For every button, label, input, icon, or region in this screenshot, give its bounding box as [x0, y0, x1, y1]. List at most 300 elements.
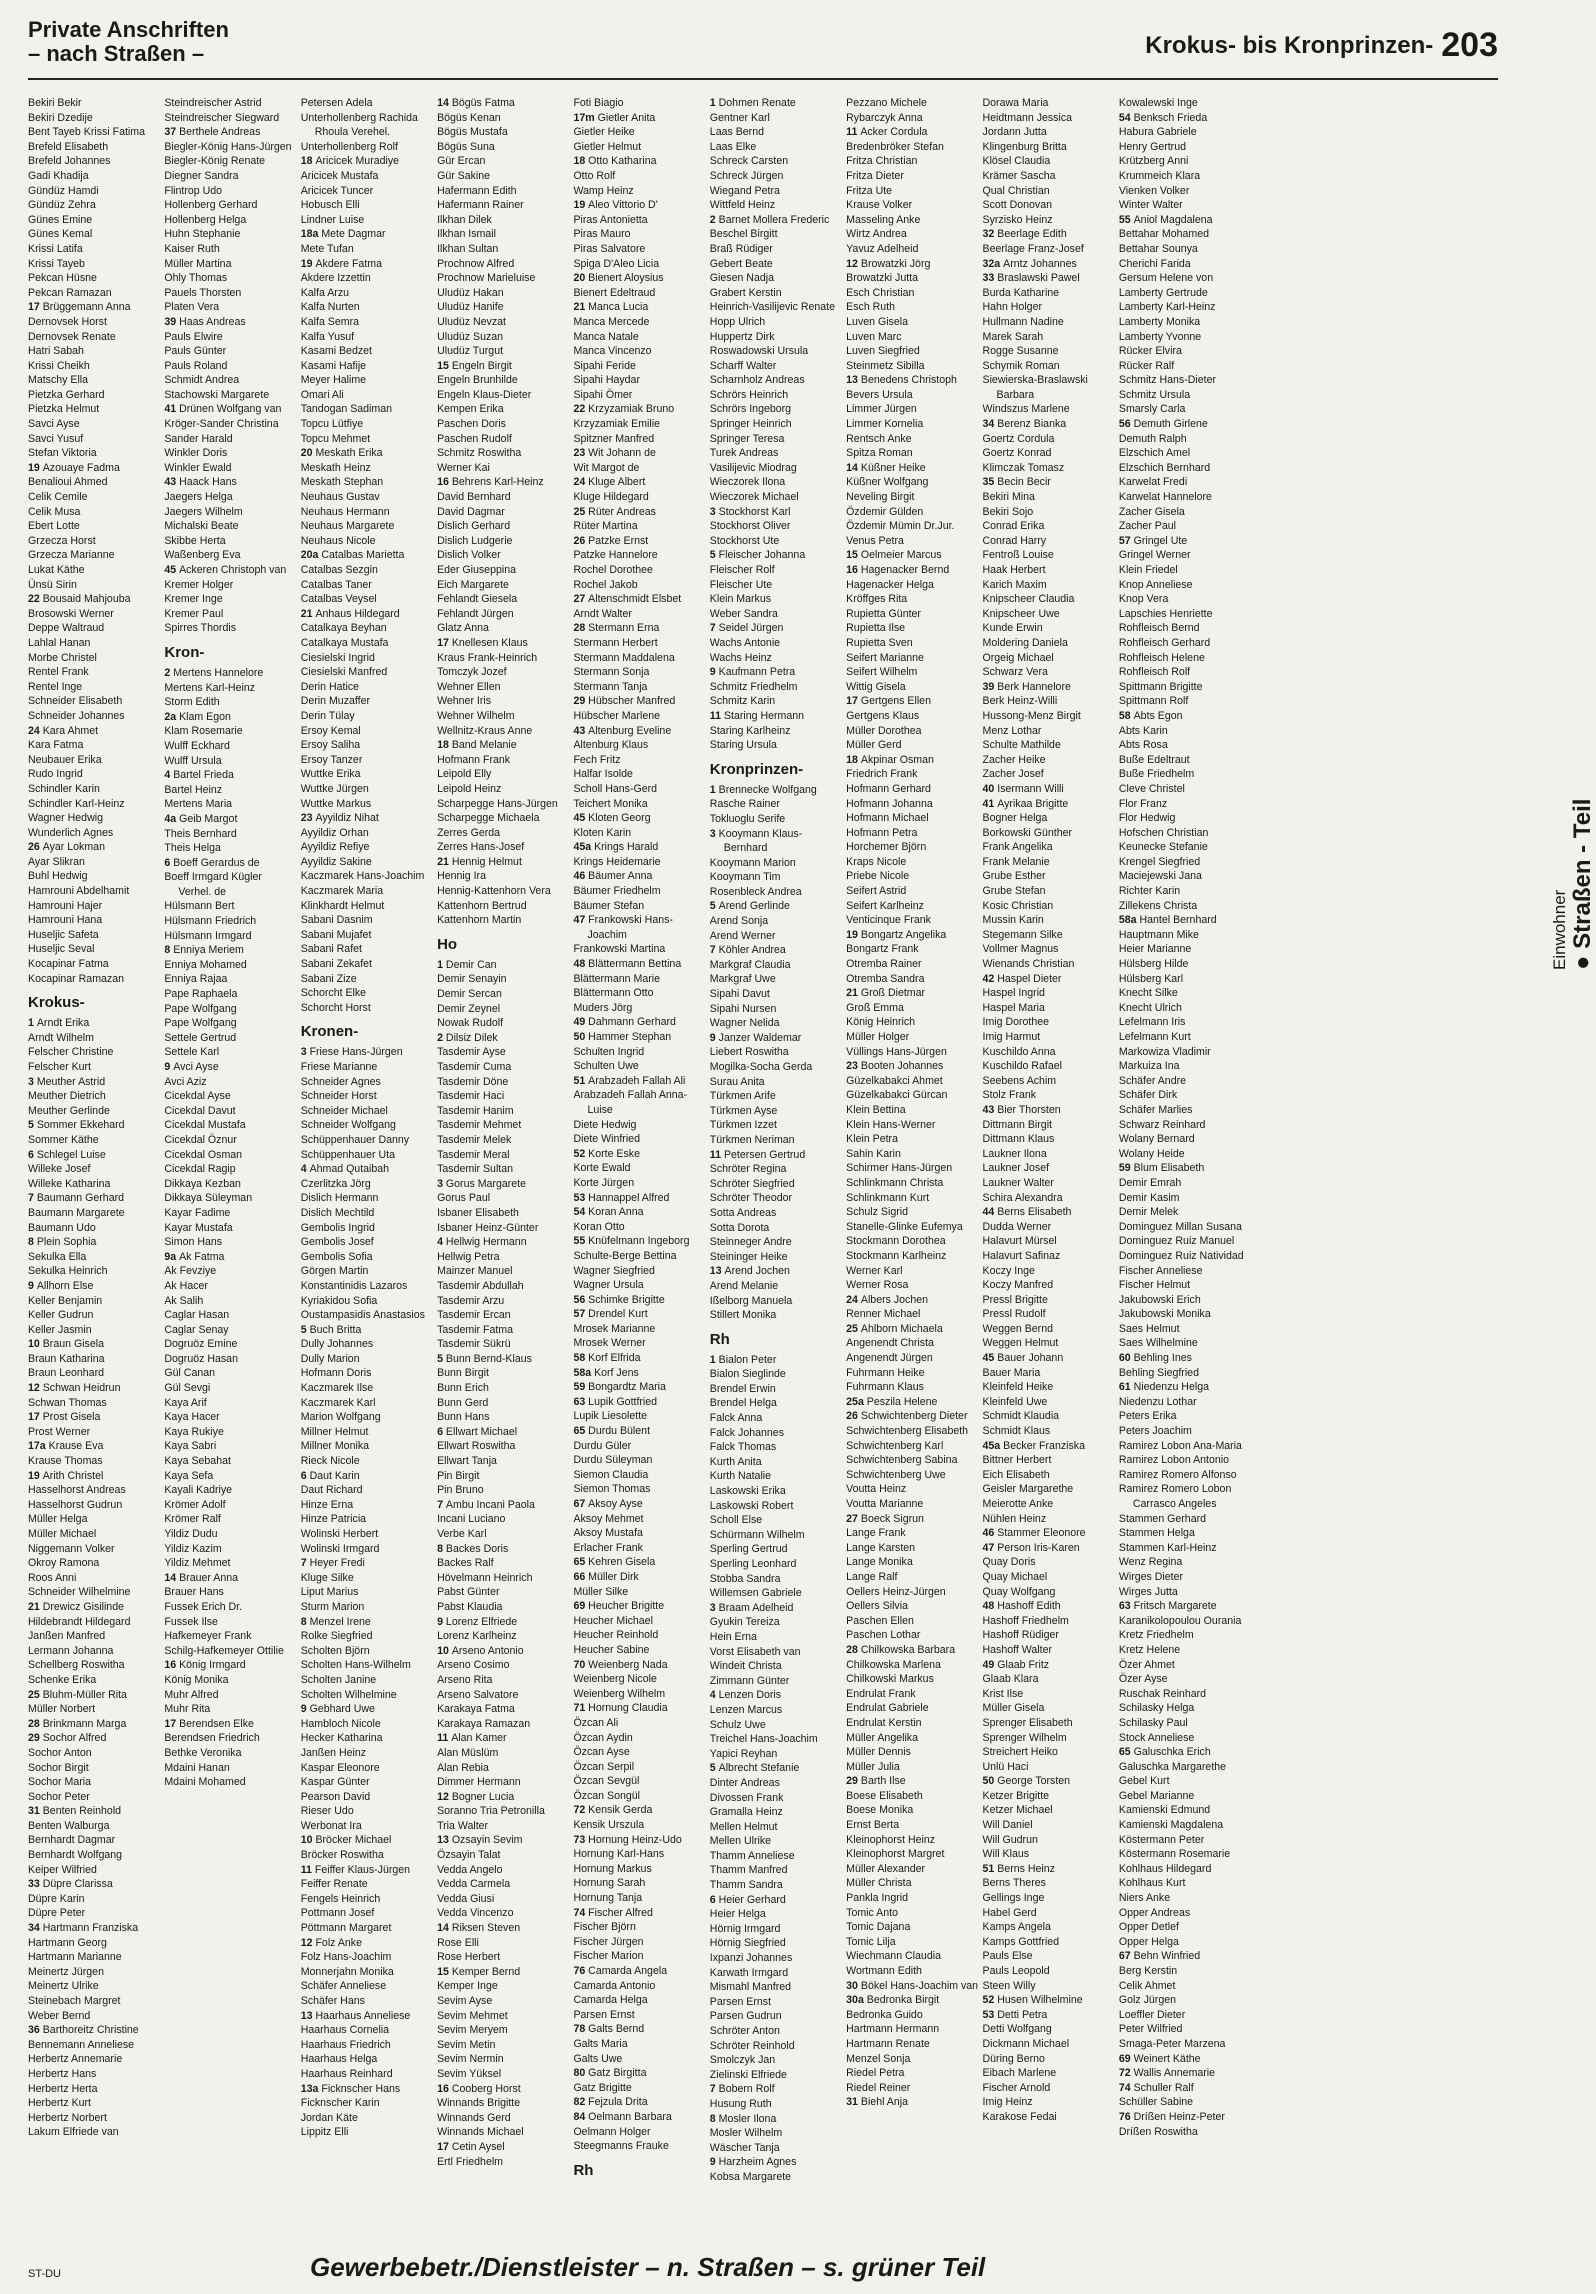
resident-entry: Enniya Rajaa — [164, 973, 228, 986]
resident-entry: Monnerjahn Monika — [300, 1965, 394, 1978]
resident-name: Azouaye Fadma — [42, 461, 120, 474]
resident-name: Rüter Andreas — [588, 505, 656, 518]
street-heading: Krokus- — [28, 994, 85, 1012]
resident-entry: Felscher Kurt — [28, 1061, 91, 1073]
resident-entry: Venticinque Frank — [846, 914, 931, 927]
resident-entry: Rose Elli — [437, 1936, 479, 1949]
house-number: 12 — [300, 1936, 316, 1949]
resident-entry: Tomic Dajana — [846, 1921, 911, 1934]
resident-name: Sochor Alfred — [42, 1732, 107, 1745]
resident-entry: Browatzki Jutta — [846, 272, 918, 285]
resident-entry: Steindreischer Astrid — [164, 97, 262, 109]
resident-name: Bunn Bernd-Klaus — [445, 1352, 532, 1365]
resident-entry: Koczy Inge — [982, 1264, 1035, 1277]
resident-entry: Borkowski Günther — [982, 826, 1073, 839]
resident-entry: Keller Gudrun — [28, 1309, 94, 1322]
house-number: 18 — [300, 155, 316, 168]
house-number: 11 — [709, 709, 724, 722]
resident-entry: Kleinfeld Heike — [982, 1381, 1054, 1394]
resident-name: König Irmgard — [179, 1659, 246, 1672]
resident-entry: Türkmen Izzet — [709, 1119, 777, 1132]
resident-entry: Prochnow Marieluise — [437, 272, 536, 285]
resident-entry: Verbe Karl — [437, 1528, 487, 1540]
resident-entry: Cicekdal Osman — [164, 1148, 243, 1161]
resident-entry — [437, 1235, 569, 1250]
resident-entry: Kaya Sebahat — [164, 1455, 231, 1468]
resident-entry: Enniya Mohamed — [164, 958, 247, 971]
resident-entry: Özer Ayse — [1118, 1673, 1168, 1686]
resident-entry: Falck Anna — [709, 1412, 763, 1425]
house-number: 31 — [846, 2096, 861, 2109]
resident-entry: Sochor Birgit — [28, 1761, 89, 1774]
resident-name: Benten Reinhold — [42, 1805, 122, 1818]
resident-entry: Flintrop Udo — [164, 184, 223, 197]
resident-entry: Goertz Konrad — [982, 447, 1052, 460]
resident-entry: Meinertz Ulrike — [28, 1980, 99, 1993]
resident-entry: Alan Müslüm — [437, 1746, 499, 1759]
resident-name: Hübscher Manfred — [588, 695, 676, 708]
house-number: 12 — [28, 1382, 43, 1395]
resident-entry: Bekiri Dzedije — [28, 111, 93, 124]
resident-entry — [710, 783, 842, 798]
resident-entry: Knipscheer Uwe — [982, 607, 1060, 620]
resident-name: Buch Britta — [309, 1323, 362, 1336]
resident-name: Arntz Johannes — [1003, 257, 1077, 270]
resident-entry — [983, 782, 1115, 797]
resident-entry: Wit Margot de — [573, 461, 640, 474]
resident-entry — [164, 1060, 296, 1075]
resident-entry: Zacher Josef — [982, 768, 1044, 781]
resident-entry: Uludüz Nevzat — [437, 315, 506, 328]
resident-entry — [437, 636, 569, 651]
resident-entry: Hellwig Petra — [437, 1250, 500, 1263]
resident-entry: Hofschen Christian — [1118, 826, 1209, 839]
resident-entry: Haak Herbert — [982, 564, 1046, 576]
resident-name: Hagenacker Bernd — [860, 564, 950, 576]
resident-entry: Luven Gisela — [846, 315, 908, 328]
resident-entry: Folz Hans-Joachim — [300, 1951, 392, 1964]
resident-entry: Klein Hans-Werner — [846, 1118, 936, 1131]
resident-entry: Hülsmann Irmgard — [164, 929, 252, 942]
resident-name: Schlegel Luise — [36, 1148, 106, 1161]
resident-name: Berns Elisabeth — [997, 1206, 1072, 1219]
resident-entry: Opper Helga — [1118, 1935, 1179, 1948]
resident-name: Frankowski Hans- — [588, 914, 673, 927]
resident-entry: Friese Marianne — [300, 1061, 378, 1073]
resident-name: Arseno Antonio — [451, 1644, 524, 1657]
resident-entry: Laukner Josef — [982, 1162, 1050, 1175]
resident-name: Altenburg Eveline — [588, 724, 672, 737]
resident-entry: Klein Bettina — [846, 1103, 906, 1116]
resident-entry: Bennemann Anneliese — [28, 2038, 135, 2051]
resident-entry: Köstermann Peter — [1118, 1833, 1205, 1846]
resident-entry — [1119, 1745, 1251, 1760]
resident-entry: Uludüz Turgut — [437, 345, 504, 358]
resident-entry: Haspel Maria — [982, 1001, 1045, 1014]
resident-entry — [437, 1790, 569, 1805]
resident-entry: Fehlandt Jürgen — [437, 607, 514, 620]
resident-entry — [710, 1688, 842, 1703]
resident-name: Gatz Birgitta — [588, 2067, 647, 2080]
resident-entry — [846, 548, 978, 563]
resident-entry: Hornung Sarah — [573, 1877, 646, 1890]
resident-entry: Biegler-König Hans-Jürgen — [164, 140, 292, 153]
resident-entry: Ellwart Tanja — [437, 1455, 497, 1468]
resident-entry: Wolinski Herbert — [300, 1528, 379, 1540]
house-number: 24 — [846, 1293, 861, 1306]
resident-entry: Niggemann Volker — [28, 1542, 115, 1555]
resident-entry: Thamm Anneliese — [709, 1849, 795, 1862]
resident-entry — [437, 1731, 569, 1746]
house-number: 39 — [164, 315, 180, 328]
resident-entry: Blättermann Marie — [573, 972, 660, 985]
resident-entry: Brendel Helga — [709, 1397, 777, 1410]
resident-entry — [301, 154, 433, 169]
resident-name: Behn Winfried — [1133, 1950, 1201, 1963]
resident-entry: Schlinkmann Kurt — [846, 1191, 930, 1204]
resident-entry: Keunecke Stefanie — [1118, 841, 1208, 854]
resident-entry — [437, 359, 569, 374]
resident-name: Akdere Fatma — [315, 257, 382, 270]
resident-name: Bongardtz Maria — [588, 1381, 666, 1394]
house-number: 33 — [982, 272, 998, 285]
resident-name: Schuller Ralf — [1133, 2081, 1194, 2094]
resident-entry: Tasdemir Haci — [437, 1090, 505, 1103]
resident-name: Kooymann Klaus- — [718, 827, 803, 840]
resident-entry — [164, 666, 296, 681]
resident-name: Band Melanie — [451, 739, 517, 752]
resident-entry: Schorcht Elke — [300, 987, 367, 1000]
resident-entry: Paschen Doris — [437, 418, 506, 431]
resident-entry: Lange Ralf — [846, 1570, 898, 1583]
resident-entry: Platen Vera — [164, 301, 220, 314]
resident-entry: Karakose Fedai — [982, 2110, 1057, 2123]
house-number: 29 — [846, 1775, 861, 1788]
resident-name: Haack Hans — [179, 476, 237, 489]
resident-entry — [573, 2066, 705, 2081]
resident-entry: Theis Helga — [164, 842, 221, 855]
resident-name: George Torsten — [997, 1775, 1071, 1788]
house-number: 58a — [1118, 914, 1140, 927]
house-number: 17 — [28, 1411, 43, 1424]
resident-entry: Arseno Cosimo — [437, 1659, 510, 1672]
resident-name: Otto Katharina — [588, 155, 657, 168]
resident-entry — [573, 1380, 705, 1395]
resident-entry: Kretz Friedhelm — [1118, 1629, 1194, 1642]
resident-entry — [437, 855, 569, 870]
resident-entry: Fischer Marion — [573, 1950, 644, 1963]
resident-entry: Peter Wilfried — [1118, 2023, 1183, 2036]
resident-entry: Detti Wolfgang — [982, 2023, 1052, 2036]
resident-entry: Keller Jasmin — [28, 1323, 92, 1336]
resident-entry: Imig Heinz — [982, 2096, 1033, 2109]
resident-entry: Camarda Antonio — [573, 1979, 656, 1992]
house-number: 56 — [1118, 418, 1134, 431]
house-number: 42 — [982, 972, 998, 985]
resident-entry: Vienken Volker — [1118, 184, 1190, 197]
resident-entry: Savci Yusuf — [28, 432, 84, 445]
house-number: 46 — [982, 1527, 998, 1540]
resident-entry: Kattenhorn Bertrud — [437, 899, 527, 912]
resident-entry — [28, 1600, 160, 1615]
resident-entry: Felscher Christine — [28, 1046, 114, 1059]
resident-entry — [710, 1353, 842, 1368]
resident-entry: Isbaner Elisabeth — [437, 1206, 519, 1219]
resident-entry: Pöttmann Margaret — [300, 1922, 392, 1935]
resident-entry — [437, 475, 569, 490]
resident-entry: Engeln Klaus-Dieter — [437, 388, 532, 401]
resident-entry — [710, 827, 842, 842]
resident-entry: Ilkhan Dilek — [437, 213, 492, 226]
resident-entry: Jordan Käte — [300, 2111, 358, 2124]
resident-entry: Schulten Uwe — [573, 1060, 639, 1073]
resident-entry: Pietzka Gerhard — [28, 388, 105, 401]
resident-entry: Rohfleisch Rolf — [1118, 666, 1191, 679]
resident-entry: Müller Angelika — [846, 1731, 918, 1744]
resident-entry: Kooymann Tim — [709, 871, 781, 884]
resident-entry: Kraps Nicole — [846, 855, 907, 868]
resident-entry: Staring Karlheinz — [709, 724, 791, 737]
resident-entry: Quay Michael — [982, 1570, 1048, 1583]
resident-entry: Voutta Marianne — [846, 1498, 924, 1510]
resident-name: Hashoff Edith — [997, 1600, 1061, 1613]
resident-entry: Knipscheer Claudia — [982, 593, 1075, 606]
resident-entry: Laskowski Robert — [709, 1499, 794, 1512]
resident-name: Stermann Erna — [588, 622, 660, 635]
house-number: 28 — [28, 1717, 43, 1730]
resident-entry — [846, 563, 978, 578]
resident-entry: Sevim Yüksel — [437, 2067, 502, 2080]
resident-entry — [301, 227, 433, 242]
resident-name: Krzyzamiak Bruno — [588, 403, 675, 416]
resident-entry: Turek Andreas — [709, 447, 779, 460]
resident-entry: Kasami Hafije — [300, 359, 367, 372]
resident-entry: Türkmen Ayse — [709, 1104, 778, 1117]
resident-entry: Sabani Zize — [300, 972, 357, 985]
resident-entry: Stockmann Dorothea — [846, 1235, 946, 1248]
house-number: 19 — [300, 257, 316, 270]
house-number: 5 — [300, 1323, 310, 1336]
resident-entry — [1119, 913, 1251, 928]
resident-entry: Seebens Achim — [982, 1074, 1057, 1087]
resident-entry: Elzschich Bernhard — [1118, 461, 1211, 474]
resident-entry: Esch Ruth — [846, 301, 896, 314]
resident-entry: Ilkhan Sultan — [437, 242, 499, 255]
resident-name: Arend Jochen — [724, 1265, 790, 1278]
resident-entry: Rosenbleck Andrea — [709, 885, 802, 898]
resident-entry — [983, 1205, 1115, 1220]
side-tab-big: ● Straßen - Teil — [1569, 798, 1596, 970]
resident-entry: Düpre Karin — [28, 1892, 85, 1905]
resident-entry: Laas Elke — [709, 140, 757, 153]
resident-entry: Türkmen Neriman — [709, 1133, 795, 1146]
resident-entry: Özcan Serpil — [573, 1760, 635, 1773]
resident-name: Blum Elisabeth — [1133, 1162, 1205, 1175]
resident-entry: Rupietta Sven — [846, 636, 913, 649]
resident-entry — [573, 2095, 705, 2110]
side-tab-small: Einwohner — [1550, 889, 1569, 970]
house-number: 14 — [437, 1922, 452, 1935]
resident-entry: Soranno Tria Petronilla — [437, 1805, 545, 1818]
resident-name: Aleo Vittorio D' — [588, 199, 658, 212]
resident-entry: Demir Kasim — [1118, 1191, 1180, 1204]
resident-entry: Aksoy Mustafa — [573, 1527, 643, 1540]
resident-entry: Knop Anneliese — [1118, 578, 1193, 591]
resident-entry: Parsen Gudrun — [709, 2010, 782, 2023]
resident-entry: Endrulat Frank — [846, 1687, 916, 1700]
resident-entry: Loeffler Dieter — [1118, 2008, 1186, 2021]
resident-name: Lenzen Doris — [718, 1689, 782, 1702]
house-number: 65 — [573, 1556, 589, 1569]
house-number: 18 — [437, 739, 452, 752]
resident-entry — [573, 1964, 705, 1979]
resident-name: Prost Gisela — [42, 1411, 101, 1424]
resident-entry: Zillekens Christa — [1118, 899, 1198, 912]
resident-entry: Schüppenhauer Uta — [300, 1148, 395, 1161]
resident-entry: Rohfleisch Gerhard — [1118, 636, 1211, 649]
house-number: 47 — [982, 1541, 998, 1554]
resident-entry: Hövelmann Heinrich — [437, 1571, 533, 1584]
resident-entry: Pabst Klaudia — [437, 1600, 503, 1613]
resident-name: Groß Dietmar — [860, 987, 926, 1000]
resident-name: Heucher Brigitte — [588, 1600, 665, 1613]
resident-entry: Sotta Andreas — [709, 1206, 777, 1219]
resident-entry: Güzelkabakci Ahmet — [846, 1074, 943, 1087]
resident-name: Bartel Frieda — [173, 769, 234, 782]
resident-entry: Dickmann Michael — [982, 2037, 1070, 2050]
house-number: 23 — [573, 447, 589, 460]
resident-entry: Gellings Inge — [982, 1892, 1045, 1905]
resident-entry: Lapschies Henriette — [1118, 607, 1213, 620]
resident-entry: Meskath Stephan — [300, 476, 384, 489]
resident-entry: Parsen Ernst — [709, 1995, 772, 2008]
resident-entry: Sekulka Ella — [28, 1250, 87, 1263]
resident-entry: Surau Anita — [709, 1075, 765, 1088]
resident-entry — [301, 607, 433, 622]
side-tab-text — [1550, 799, 1596, 970]
resident-entry — [437, 738, 569, 753]
resident-entry: Gül Sevgi — [164, 1382, 211, 1395]
resident-name: Bousaid Mahjouba — [42, 593, 131, 606]
resident-entry — [164, 710, 296, 725]
resident-name: Müller Dirk — [588, 1570, 639, 1583]
resident-name: Meuther Astrid — [36, 1075, 106, 1088]
resident-entry: Arndt Wilhelm — [28, 1031, 94, 1044]
resident-entry: Fehlandt Giesela — [437, 593, 518, 606]
house-number: 56 — [573, 1293, 589, 1306]
house-number: 30a — [846, 1994, 867, 2007]
resident-entry — [846, 753, 978, 768]
resident-entry: Arseno Salvatore — [437, 1688, 519, 1701]
resident-entry: Laukner Walter — [982, 1176, 1054, 1189]
house-number: 1 — [709, 97, 719, 109]
resident-entry: Kluge Silke — [300, 1571, 354, 1584]
resident-entry: Keller Benjamin — [28, 1294, 103, 1307]
house-number: 13a — [300, 2082, 322, 2095]
resident-entry: Mellen Ulrike — [709, 1835, 772, 1848]
resident-entry: Schneider Agnes — [300, 1075, 381, 1088]
resident-entry: Kalfa Yusuf — [300, 330, 355, 343]
resident-name: Petersen Gertrud — [723, 1148, 806, 1161]
resident-entry: Karanikolopoulou Ourania — [1118, 1614, 1242, 1627]
directory-column — [983, 96, 1119, 2241]
resident-entry: Catalbas Sezgin — [300, 564, 378, 576]
resident-entry: Kluge Hildegard — [573, 491, 649, 504]
resident-entry: Pekcan Ramazan — [28, 286, 112, 299]
resident-entry: Hornung Karl-Hans — [573, 1848, 665, 1861]
resident-name: Oelmann Barbara — [588, 2110, 672, 2123]
resident-entry: Angenendt Christa — [846, 1337, 934, 1350]
resident-entry: Ayyildiz Sakine — [300, 855, 372, 868]
resident-entry: Flor Hedwig — [1118, 812, 1176, 825]
resident-entry: Horchemer Björn — [846, 841, 927, 854]
resident-name: Folz Anke — [315, 1936, 362, 1949]
house-number: 65 — [1118, 1746, 1134, 1759]
house-number: 17m — [573, 111, 598, 124]
resident-entry: Feiffer Renate — [300, 1878, 368, 1891]
resident-entry: Kobsa Margarete — [709, 2170, 792, 2183]
resident-entry: Kröffges Rita — [846, 593, 908, 606]
house-number: 71 — [573, 1702, 589, 1715]
house-number: 5 — [709, 1762, 719, 1775]
resident-entry: Dogruöz Emine — [164, 1338, 238, 1351]
resident-entry: Durdu Süleyman — [573, 1454, 653, 1467]
resident-entry: Krömer Ralf — [164, 1513, 221, 1526]
resident-entry: Werbonat Ira — [300, 1819, 362, 1832]
resident-entry: Bienert Edeltraud — [573, 286, 656, 299]
resident-entry — [573, 811, 705, 826]
resident-entry: Schwarz Reinhard — [1118, 1118, 1206, 1131]
resident-name: Barth Ilse — [860, 1775, 906, 1788]
resident-entry — [301, 1045, 433, 1060]
resident-name: Mete Dagmar — [321, 228, 386, 241]
resident-entry: Stillert Monika — [709, 1309, 777, 1322]
resident-entry: Kohlhaus Kurt — [1118, 1877, 1186, 1890]
resident-entry: Grube Stefan — [982, 885, 1046, 898]
resident-entry: Keiper Wilfried — [28, 1863, 97, 1876]
resident-entry: Yildiz Mehmet — [164, 1557, 231, 1570]
resident-entry: Fech Fritz — [573, 753, 621, 766]
resident-entry — [301, 1702, 433, 1717]
resident-entry: Liput Marius — [300, 1586, 359, 1599]
resident-entry: Hahn Holger — [982, 301, 1042, 314]
resident-entry: Rentel Inge — [28, 680, 83, 693]
house-number: 11 — [846, 126, 861, 139]
resident-entry — [573, 1395, 705, 1410]
resident-entry: Schneider Elisabeth — [28, 695, 123, 708]
resident-entry — [846, 1512, 978, 1527]
resident-name: Köhler Andrea — [718, 944, 786, 957]
resident-entry: Ketzer Michael — [982, 1804, 1053, 1817]
resident-entry: Krissi Tayeb — [28, 257, 85, 270]
house-number: 13 — [300, 2009, 316, 2022]
resident-entry — [301, 1863, 433, 1878]
resident-entry: Krissi Cheikh — [28, 359, 90, 372]
resident-entry: Buße Friedhelm — [1118, 768, 1195, 781]
resident-entry: Dislich Gerhard — [437, 520, 511, 533]
house-number: 8 — [28, 1236, 37, 1249]
house-number: 10 — [28, 1338, 43, 1351]
resident-entry: Gringel Werner — [1118, 549, 1191, 562]
resident-entry: Aricicek Tuncer — [300, 184, 374, 197]
resident-entry: Tasdemir Ercan — [437, 1309, 511, 1322]
resident-entry: Burda Katharine — [982, 286, 1060, 299]
resident-name: Barthoreitz Christine — [42, 2024, 139, 2037]
house-number: 40 — [982, 782, 998, 795]
resident-entry: Ramirez Lobon Antonio — [1118, 1454, 1230, 1467]
resident-entry: Endrulat Kerstin — [846, 1716, 922, 1729]
house-number: 5 — [28, 1119, 37, 1132]
